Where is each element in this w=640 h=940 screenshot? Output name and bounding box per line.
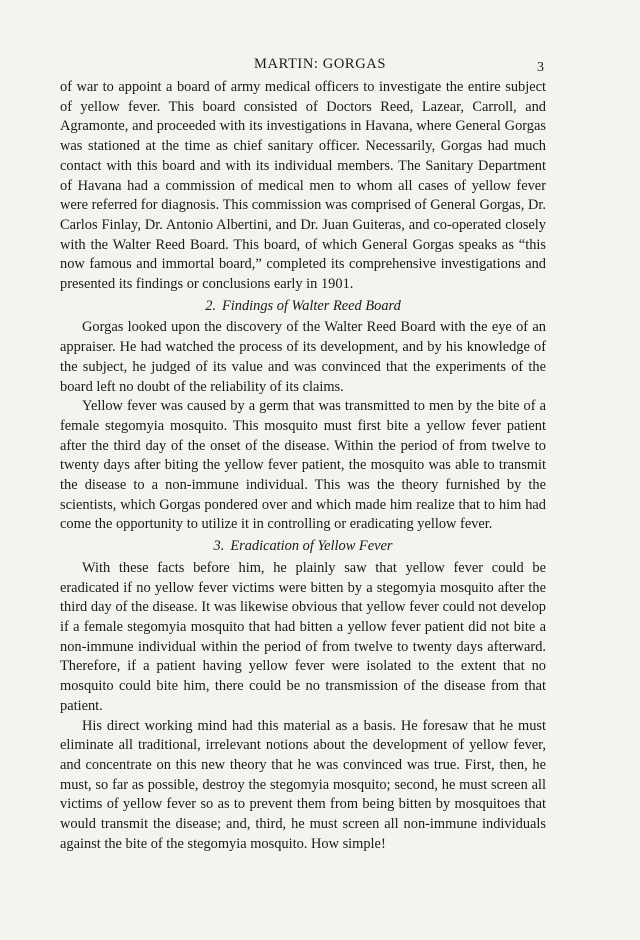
section-number: 2.	[205, 297, 216, 314]
section-title: Eradication of Yellow Fever	[230, 538, 393, 555]
section-title: Findings of Walter Reed Board	[221, 297, 401, 314]
section-heading-3	[60, 537, 546, 557]
body-text	[60, 78, 546, 854]
page-number: 3	[537, 60, 544, 75]
section-heading-2	[60, 297, 546, 317]
section-number: 3.	[213, 538, 225, 555]
paragraph: Yellow fever was caused by a germ that was transmitted to men by the bite of a female stegomyia mosquito. This mosquito must first bite a yellow fever patient after the third day of the onset of the disease. Within the period of from twelve to twenty days after biting the yellow fever patient, the mosquito was able to transmit the disease to a non-immune individual. This was the theory furnished by the scientists, which Gorgas pondered over and which made him realize that to him had come the opportunity to utilize it in controlling or eradicating yellow fever.	[60, 398, 546, 533]
paragraph: of war to appoint a board of army medical officers to investigate the entire subject of yellow fever. This board consisted of Doctors Reed, Lazear, Carroll, and Agramonte, and proceeded with its investigations in Havana, where General Gorgas was stationed at the time as chief sanitary officer. Necessarily, Gorgas had much contact with this board and with its individual members. The Sanitary Department of Havana had a commission of medical men to whom all cases of yellow fever were referred for diagnosis. This commission was comprised of General Gorgas, Dr. Carlos Finlay, Dr. Antonio Albertini, and Dr. Juan Guiteras, and co-operated closely with the Walter Reed Board. This board, of which General Gorgas speaks as “this now famous and immortal board,” completed its comprehensive investigations and presented its findings or conclusions early in 1901.	[60, 79, 546, 293]
paragraph: With these facts before him, he plainly saw that yellow fever could be eradicated if no yellow fever victims were bitten by a stegomyia mosquito after the third day of the disease. It was likewise obvious that yellow fever could not develop if a female stegomyia mosquito that had bitten a yellow fever patient did not bite a non-immune individual within the period of from twelve to twenty days afterward. Therefore, if a patient having yellow fever were isolated to the extent that no mosquito could bite him, there could be no transmission of the disease from that patient.	[60, 559, 546, 714]
paragraph: Gorgas looked upon the discovery of the Walter Reed Board with the eye of an appraiser. He had watched the process of its development, and by his knowledge of the subject, he judged of its value and was convinced that the experiments of the board left no doubt of the reliability of its claims.	[60, 319, 546, 395]
running-head: MARTIN: GORGAS	[254, 56, 386, 72]
paragraph: His direct working mind had this material as a basis. He foresaw that he must eliminate all traditional, irrelevant notions about the development of yellow fever, and concentrate on this new theory that he was convinced was true. First, then, he must, so far as possible, destroy the stegomyia mosquito; second, he must screen all victims of yellow fever so as to prevent them from being bitten by mosquitoes that would transmit the disease; and, third, he must screen all non-immune individuals against the bite of the stegomyia mosquito. How simple!	[60, 717, 546, 852]
